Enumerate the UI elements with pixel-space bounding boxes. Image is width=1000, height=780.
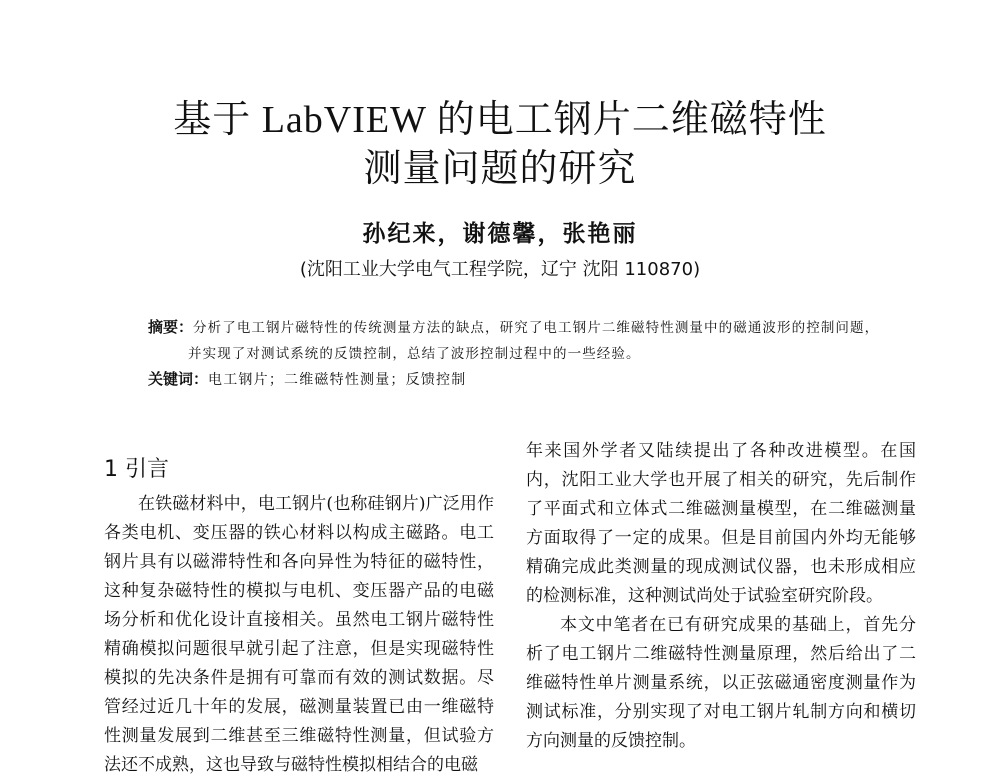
keywords-label: 关键词： <box>148 370 209 388</box>
right-column <box>526 437 916 756</box>
abstract-label: 摘要： <box>148 318 194 336</box>
abstract-line1 <box>148 314 918 341</box>
affiliation: (沈阳工业大学电气工程学院，辽宁 沈阳 110870) <box>299 259 701 280</box>
keywords <box>148 366 918 393</box>
left-paragraph-1: 在铁磁材料中，电工钢片(也称硅钢片)广泛用作各类电机、变压器的铁心材料以构成主磁路。电工钢片具有以磁滞特性和各向异性为特征的磁特性，这种复杂磁特性的模拟与电机、变压器产品的电磁场分析和优化设计直接相关。虽然电工钢片磁特性精确模拟问题很早就引起了注意，但是实现磁特性模拟的先决条件是拥有可靠而有效的测试数据。尽管经过近几十年的发展，磁测量装置已由一维磁特性测量发展到二维甚至三维磁特性测量，但试验方法还不成熟，这也导致与磁特性模拟相结合的电磁 <box>104 494 494 775</box>
paper-title-line2: 测量问题的研究 <box>363 148 637 190</box>
authors: 孙纪来，谢德馨，张艳丽 <box>362 220 638 247</box>
abstract-text-line2: 并实现了对测试系统的反馈控制，总结了波形控制过程中的一些经验。 <box>188 346 641 362</box>
abstract <box>148 314 918 367</box>
right-paragraph-2: 本文中笔者在已有研究成果的基础上，首先分析了电工钢片二维磁特性测量原理，然后给出了二维磁特性单片测量系统，以正弦磁通密度测量作为测试标准，分别实现了对电工钢片轧制方向和横切方向测量的反馈控制。 <box>526 615 916 751</box>
keywords-text: 电工钢片；二维磁特性测量；反馈控制 <box>208 372 467 388</box>
abstract-text-line1: 分析了电工钢片磁特性的传统测量方法的缺点，研究了电工钢片二维磁特性测量中的磁通波形的控制问题， <box>193 320 880 336</box>
paper-title-line1: 基于 LabVIEW 的电工钢片二维磁特性 <box>173 99 827 141</box>
left-column <box>104 490 494 780</box>
section-heading-introduction: 1 引言 <box>104 457 169 482</box>
right-paragraph-1: 年来国外学者又陆续提出了各种改进模型。在国内，沈阳工业大学也开展了相关的研究，先后制作了平面式和立体式二维磁测量模型，在二维磁测量方面取得了一定的成果。但是目前国内外均无能够精确完成此类测量的现成测试仪器，也未形成相应的检测标准，这种测试尚处于试验室研究阶段。 <box>526 441 916 606</box>
